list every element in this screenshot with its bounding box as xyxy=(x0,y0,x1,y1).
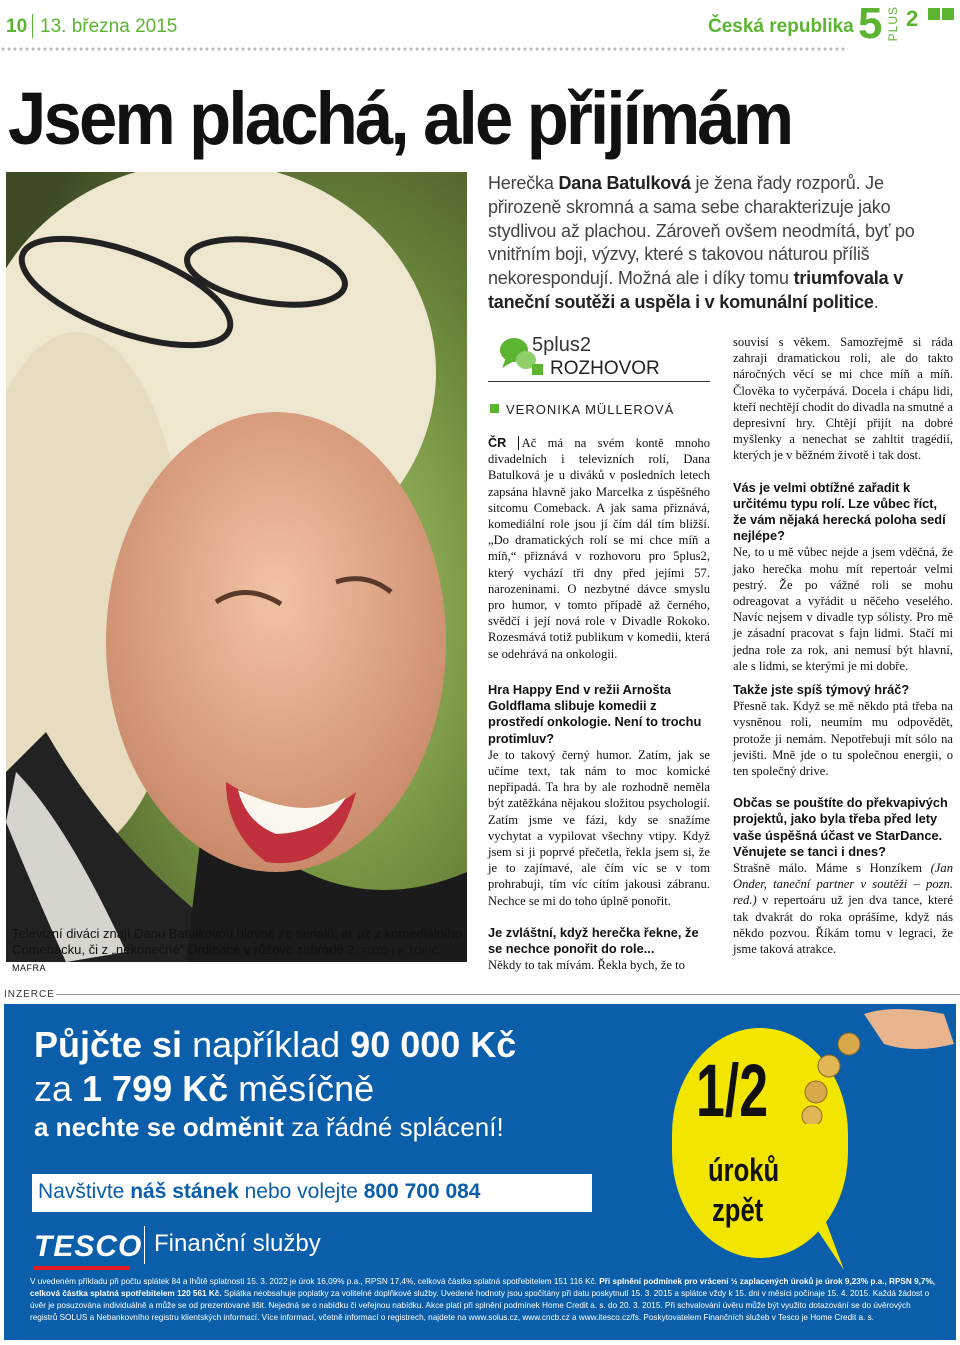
ad-l1b: například xyxy=(182,1024,351,1065)
interview-logo xyxy=(488,332,710,384)
article-col1-bottom xyxy=(488,682,710,973)
logo-5: 5 xyxy=(858,0,883,48)
question-4: Takže jste spíš týmový hráč? xyxy=(733,682,910,697)
answer-5-a: Strašně málo. Máme s Honzíkem xyxy=(733,861,931,876)
logo-plus: PLUS xyxy=(886,6,900,42)
5plus2-brand: 5plus2 xyxy=(532,334,591,356)
answer-2: Někdy to tak mívám. Řekla bych, že to xyxy=(488,958,685,973)
section-title: Česká republika xyxy=(708,16,854,37)
article-intro: Ač má na svém kontě mnoho divadelních i televizních rolí, Dana Batulková je u diváků v posledních letech zapsána hlavně jako Marcelka z úspěšného sitcomu Comeback. A jak sama přiznává, komediální role jsou jí čím dál tím bližší. „Do dramatických rolí se mi chce míň a míň,“ přiznává v rozhovoru pro 5plus2, který vychází tři dny před jejími 57. narozeninami. O nezbytné dávce smyslu pro humor, v tomto případě až černého, svědčí i její nová role v Divadle Rokoko. Rozesmává totiž publikum v komedii, která se odehrává na onkologii. xyxy=(488,436,710,661)
ad-cta-text xyxy=(38,1180,481,1204)
ad-box-c: nebo volejte xyxy=(238,1180,364,1203)
lead-highlight: triumfovala v taneční soutěži a uspěla i v komunální politice xyxy=(488,268,904,312)
photo-caption xyxy=(12,926,462,976)
page-header xyxy=(0,0,960,60)
hand-coins-icon xyxy=(794,1004,954,1124)
fine-1b: Při splnění podmínek pro vrácení ½ zaplacených úroků je úrok 9,23% p.a., RPSN 9,7%, celková částka splatná spotřebitelem 120 561 Kč. xyxy=(30,1277,936,1298)
answer-5-note: (Jan Onder, taneční partner v soutěži – pozn. red.) xyxy=(733,861,953,908)
article-col2-top xyxy=(733,334,953,674)
logo-squares-icon xyxy=(928,8,954,20)
ad-l1c: 90 000 Kč xyxy=(350,1024,517,1065)
ad-box-d: 800 700 084 xyxy=(363,1180,481,1203)
ad-uroku: úroků xyxy=(708,1152,780,1188)
ad-l3a: a nechte se odměnit xyxy=(34,1112,284,1142)
fine-2: Splátka neobsahuje poplatky za volitelné doplňkové služby. Uvedené hodnoty jsou spočítány při datu poskytnutí 15. 3. 2015 a splátce vždy k 15. dni v měsíci počínaje 15. 4. 2015. Každá žádost o úvěr je posuzována individuálně a může se od prezentované lišit. Nejedná se o nabídku či veřejnou nabídku. Akce platí při splnění podmínek Home Credit a. s. do 20. 3. 2015. Při schvalování úvěru může být využito dotazování se do úvěrových registrů SOLUS a Nebankovního registru klientských informací. Více informací, včetně informací o registrech, najdete na www.solus.cz, www.cncb.cz a www.itesco.cz/fs. Poskytovatelem Finančních služeb v Tesco je Home Credit a. s. xyxy=(30,1289,930,1322)
article-col2-bottom xyxy=(733,682,953,957)
portrait-illustration xyxy=(6,172,467,962)
question-3: Vás je velmi obtížné zařadit k určitému typu rolí. Lze vůbec říct, že vám nějaká herecká poloha sedí nejlépe? xyxy=(733,479,946,544)
question-5: Občas se pouštíte do překvapivých projektů, jako byla třeba před lety vaše úspěšná účast ve StarDance. Věnujete se tanci i dnes? xyxy=(733,795,948,859)
dotted-rule xyxy=(0,46,848,52)
lead-end: . xyxy=(873,291,879,312)
header-divider xyxy=(32,14,33,38)
ad-zpet: zpět xyxy=(712,1192,764,1228)
lead-text-1: Herečka xyxy=(488,173,559,193)
article-col1-top xyxy=(488,435,710,662)
tesco-logo: TESCO xyxy=(34,1230,143,1263)
answer-2-cont: souvisí s věkem. Samozřejmě si ráda zahraji dramatickou roli, ale do takto náročných věcí se mi chce míň a míň. Člověka to vyčerpává. Docela i chápu lidi, kteří nechtějí chodit do divadla na smutné a depresivní hry. Chtějí přijít na dobré myšlenky a nenechat se zahltit tragédií, kterých je v běžném životě i tak dost. xyxy=(733,335,953,463)
page-number: 10 xyxy=(6,16,28,37)
ad-l2a: za xyxy=(34,1068,83,1109)
rozhovor-label: ROZHOVOR xyxy=(550,358,660,379)
author xyxy=(490,402,674,417)
ad-l2c: měsíčně xyxy=(228,1068,375,1109)
question-1: Hra Happy End v režii Arnošta Goldflama slibuje komedii z prostředí onkologie. Není to trochu protimluv? xyxy=(488,682,702,746)
ad-box-b: náš stánek xyxy=(130,1180,239,1203)
ad-l2b: 1 799 Kč xyxy=(82,1068,229,1109)
ad-line-2 xyxy=(34,1068,374,1110)
answer-1: Je to takový černý humor. Zatím, jak se učíme text, tak nám to moc komické nepřipadá. Ta hra by ale rozhodně neměla být zatěžkána nějakou složitou psychologií. Zatím jsme ve fázi, kdy se snažíme vychytat a vypilovat všechny vtipy. Když jsem si ji poprvé přečetla, řekla jsem si, že je to zajímavé, ale čím víc se v tom prohrabuji, tím víc cítím jakousi zábranu. Nechce se mi do toho úplně ponořit. xyxy=(488,747,710,908)
ad-line-1 xyxy=(34,1024,516,1066)
photo-credit: FOTO | P. TOPIČ, MAFRA xyxy=(12,946,442,973)
tesco-logo-stripe xyxy=(34,1266,130,1270)
lead-name: Dana Batulková xyxy=(558,173,691,193)
answer-4: Přesně tak. Když se mě někdo ptá třeba na vysněnou roli, neumím mu odpovědět, protože ji nemám. Nepotřebuji mít sólo na jevišti. Mně jde o tu společnou energii, o ten společný drive. xyxy=(733,699,953,779)
logo-2: 2 xyxy=(906,6,919,31)
question-2: Je zvláštní, když herečka řekne, že se nechce ponořit do role... xyxy=(488,924,699,957)
portrait-photo xyxy=(6,172,467,962)
tesco-divider xyxy=(144,1226,145,1264)
ad-l1a: Půjčte si xyxy=(34,1024,183,1065)
ad-l3b: za řádné splácení! xyxy=(283,1112,504,1142)
lead-paragraph xyxy=(488,172,954,315)
answer-5-b: v repertoáru už jen dva tance, které tak dvakrát do roka oprášíme, když nás někdo pozvou. Říkám tomu v legraci, že jsme taková atrakce. xyxy=(733,893,953,957)
bubble-tail-icon xyxy=(784,1180,844,1280)
fine-1: V uvedeném příkladu při počtu splátek 84 a lhůtě splatnosti 15. 3. 2022 je úrok 16,09% p.a., RPSN 17,4%, celková částka splatná spotřebitelem 151 116 Kč. xyxy=(30,1277,600,1286)
article-location-tag: ČR xyxy=(488,436,507,450)
issue-date: 13. března 2015 xyxy=(40,16,178,37)
ad-half: 1/2 xyxy=(696,1049,769,1132)
financni-sluzby: Finanční služby xyxy=(154,1230,321,1257)
ad-fine-print xyxy=(30,1276,940,1324)
caption-text: Televizní diváci znají Danu Batulkovou hlavně ze seriálů, ať už z komediálního Comebacku, či z „nekonečné“ Ordinace v růžové zahradě 2. xyxy=(12,926,463,957)
inzerce-label: INZERCE xyxy=(4,989,55,1000)
tesco-loan-ad[interactable] xyxy=(4,1004,956,1340)
author-name: VERONIKA MÜLLEROVÁ xyxy=(506,402,675,417)
interview-rule xyxy=(488,381,710,382)
answer-3: Ne, to u mě vůbec nejde a jsem vděčná, že jako herečka mohu mít repertoár velmi pestrý. Že po vážné roli se mohu odreagovat a vyřádit u něčeho veselého. Navíc nejsem v divadle typ sólisty. Pro mě je zásadní pracovat s fajn lidmi. Stačí mi jedna role za rok, ani nemusí být hlavní, ale s lidmi, se kterými je mi dobře. xyxy=(733,545,953,673)
ad-line-3 xyxy=(34,1112,504,1143)
ad-box-a: Navštivte xyxy=(38,1180,131,1203)
headline: Jsem plachá, ale přijímám xyxy=(8,77,792,160)
inzerce-rule xyxy=(56,994,960,995)
rozhovor-square-icon xyxy=(532,364,543,375)
lead-text-2: je žena řady rozporů. Je přirozeně skromná a sama sebe charakterizuje jako stydlivou až plachou. Zároveň ovšem neodmítá, byť po vnitřním boji, výzvy, které s takovou náturou příliš nekorespondují. Možná ale i díky tomu xyxy=(488,173,915,289)
